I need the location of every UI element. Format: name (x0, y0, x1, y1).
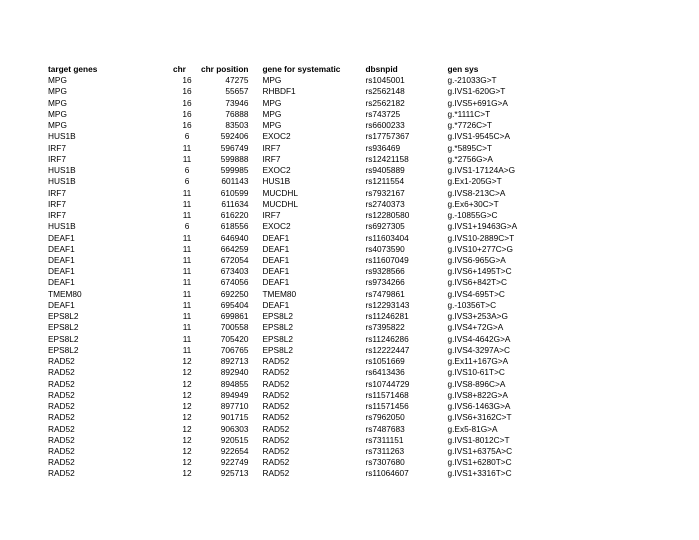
cell-chr: 11 (182, 333, 192, 344)
cell-chr: 11 (182, 344, 192, 355)
cell-spacer (248, 221, 262, 232)
cell-gen-sys: g.Ex11+167G>A (447, 356, 509, 367)
cell-chr-position: 599985 (220, 165, 249, 176)
cell-gen-sys: g.IVS10-2889C>T (447, 232, 515, 243)
cell-gene-for-systematic: DEAF1 (262, 266, 290, 277)
header-chr: chr (173, 64, 186, 74)
cell-target-gene: MPG (48, 97, 67, 108)
cell-gene-for-systematic: IRF7 (262, 153, 281, 164)
cell-gen-sys: g.Ex5-81G>A (447, 423, 498, 434)
cell-gen-sys: g.IVS1+6375A>C (447, 445, 513, 456)
cell-gene-for-systematic: MUCDHL (262, 198, 298, 209)
table-row (48, 446, 567, 457)
header-gen-sys: gen sys (447, 64, 479, 74)
cell-spacer (248, 435, 262, 446)
cell-dbsnpid: rs7487683 (365, 423, 405, 434)
cell-dbsnpid: rs2562148 (365, 86, 405, 97)
cell-target-gene: MPG (48, 75, 67, 86)
table-row (48, 176, 567, 187)
cell-gene-for-systematic: RAD52 (262, 401, 290, 412)
snp-table (48, 64, 567, 480)
cell-chr-position: 610599 (220, 187, 249, 198)
cell-target-gene: IRF7 (48, 187, 66, 198)
cell-chr: 11 (182, 198, 192, 209)
cell-dbsnpid: rs12293143 (365, 299, 410, 310)
cell-gene-for-systematic: MPG (262, 75, 282, 86)
cell-chr-position: 892940 (220, 367, 249, 378)
table-row (48, 120, 567, 131)
cell-target-gene: EPS8L2 (48, 311, 79, 322)
cell-dbsnpid: rs6600233 (365, 120, 405, 131)
cell-dbsnpid: rs11571456 (365, 401, 409, 412)
table-row (48, 131, 567, 142)
table-row (48, 86, 567, 97)
cell-chr: 6 (184, 165, 190, 176)
cell-gen-sys: g.IVS1+6280T>C (447, 457, 512, 468)
cell-spacer (248, 367, 262, 378)
cell-chr-position: 897710 (220, 401, 249, 412)
cell-target-gene: DEAF1 (48, 232, 75, 243)
cell-chr-position: 922654 (220, 445, 249, 456)
cell-spacer (248, 143, 262, 154)
cell-gen-sys: g.IVS6+842T>C (447, 277, 507, 288)
cell-gen-sys: g.IVS4-4642G>A (447, 333, 511, 344)
cell-dbsnpid: rs9734266 (365, 277, 405, 288)
cell-spacer (248, 109, 262, 120)
cell-gen-sys: g.IVS6+1495T>C (447, 266, 512, 277)
cell-chr-position: 920515 (220, 434, 249, 445)
cell-chr-position: 695404 (220, 299, 249, 310)
cell-gene-for-systematic: RAD52 (262, 412, 290, 423)
cell-chr-position: 47275 (225, 75, 249, 86)
cell-target-gene: RAD52 (48, 434, 75, 445)
table-row (48, 367, 567, 378)
cell-gen-sys: g.IVS6-965G>A (447, 254, 506, 265)
cell-gene-for-systematic: RHBDF1 (262, 86, 296, 97)
cell-target-gene: EPS8L2 (48, 344, 79, 355)
table-row (48, 468, 567, 479)
cell-gene-for-systematic: RAD52 (262, 378, 290, 389)
cell-target-gene: RAD52 (48, 389, 75, 400)
cell-chr-position: 601143 (221, 176, 249, 187)
cell-gen-sys: g.Ex6+30C>T (447, 198, 499, 209)
cell-chr-position: 922749 (220, 457, 249, 468)
cell-chr-position: 76888 (225, 108, 249, 119)
cell-chr-position: 55657 (225, 86, 249, 97)
cell-spacer (248, 277, 262, 288)
cell-gene-for-systematic: EPS8L2 (262, 311, 293, 322)
cell-target-gene: RAD52 (48, 445, 75, 456)
cell-chr: 12 (182, 356, 192, 367)
cell-target-gene: TMEM80 (48, 288, 82, 299)
table-row (48, 109, 567, 120)
cell-dbsnpid: rs1211554 (365, 176, 405, 187)
table-row (48, 435, 567, 446)
cell-chr-position: 611634 (221, 198, 249, 209)
cell-chr: 11 (182, 210, 192, 221)
cell-gene-for-systematic: DEAF1 (262, 243, 290, 254)
cell-target-gene: RAD52 (48, 367, 75, 378)
cell-dbsnpid: rs7307680 (365, 457, 405, 468)
cell-spacer (248, 244, 262, 255)
cell-spacer (248, 86, 262, 97)
cell-spacer (248, 446, 262, 457)
cell-gene-for-systematic: RAD52 (262, 367, 290, 378)
cell-gen-sys: g.IVS10+277C>G (447, 243, 513, 254)
cell-target-gene: HUS1B (48, 221, 76, 232)
table-row (48, 277, 567, 288)
cell-chr: 11 (182, 288, 192, 299)
cell-gen-sys: g.*5895C>T (447, 142, 492, 153)
cell-dbsnpid: rs1051669 (365, 356, 405, 367)
cell-gene-for-systematic: IRF7 (262, 210, 281, 221)
cell-target-gene: DEAF1 (48, 299, 75, 310)
cell-spacer (248, 199, 262, 210)
table-row (48, 379, 567, 390)
table-row (48, 266, 567, 277)
cell-target-gene: DEAF1 (48, 266, 75, 277)
cell-spacer (248, 165, 262, 176)
cell-spacer (248, 468, 262, 479)
cell-target-gene: RAD52 (48, 457, 75, 468)
cell-gen-sys: g.IVS10-61T>C (447, 367, 505, 378)
table-row (48, 255, 567, 266)
table-row (48, 345, 567, 356)
header-target-genes: target genes (48, 64, 98, 74)
table-body (48, 75, 567, 479)
cell-chr-position: 618556 (220, 221, 249, 232)
cell-dbsnpid: rs17757367 (365, 131, 410, 142)
table-row (48, 322, 567, 333)
cell-chr: 11 (182, 153, 192, 164)
cell-gene-for-systematic: DEAF1 (262, 254, 290, 265)
cell-dbsnpid: rs9405889 (365, 165, 405, 176)
cell-chr-position: 699861 (220, 311, 249, 322)
cell-gen-sys: g.*2756G>A (447, 153, 493, 164)
header-gene-for-systematic: gene for systematic (262, 64, 341, 74)
cell-gen-sys: g.IVS6+3162C>T (447, 412, 512, 423)
cell-spacer (248, 75, 262, 86)
cell-chr-position: 705420 (220, 333, 249, 344)
cell-chr-position: 894855 (220, 378, 249, 389)
table-row (48, 143, 567, 154)
cell-target-gene: RAD52 (48, 378, 75, 389)
cell-chr-position: 901715 (220, 412, 249, 423)
cell-chr: 12 (182, 378, 192, 389)
cell-spacer (248, 390, 262, 401)
cell-chr: 16 (182, 120, 192, 131)
cell-chr-position: 599888 (220, 153, 249, 164)
cell-chr: 12 (182, 457, 192, 468)
cell-gen-sys: g.IVS1-8012C>T (447, 434, 510, 445)
cell-dbsnpid: rs11603404 (365, 232, 409, 243)
table-row (48, 457, 567, 468)
cell-chr: 11 (182, 311, 192, 322)
cell-chr-position: 706765 (220, 344, 249, 355)
cell-chr: 11 (182, 277, 192, 288)
table-row (48, 98, 567, 109)
cell-gene-for-systematic: MPG (262, 120, 282, 131)
header-row (48, 64, 567, 75)
cell-dbsnpid: rs11607049 (365, 254, 409, 265)
cell-spacer (248, 401, 262, 412)
cell-chr: 16 (182, 86, 192, 97)
cell-spacer (248, 188, 262, 199)
cell-gen-sys: g.IVS6-1463G>A (447, 401, 511, 412)
cell-chr-position: 596749 (220, 142, 249, 153)
cell-spacer (248, 424, 262, 435)
table-row (48, 401, 567, 412)
cell-target-gene: RAD52 (48, 356, 75, 367)
cell-target-gene: MPG (48, 120, 67, 131)
cell-gene-for-systematic: DEAF1 (262, 232, 290, 243)
cell-dbsnpid: rs11064607 (365, 468, 409, 479)
cell-chr-position: 73946 (225, 97, 249, 108)
cell-chr: 6 (184, 176, 190, 187)
cell-chr: 11 (182, 232, 192, 243)
cell-dbsnpid: rs2740373 (365, 198, 405, 209)
cell-gene-for-systematic: RAD52 (262, 389, 290, 400)
cell-chr: 12 (182, 423, 192, 434)
cell-target-gene: EPS8L2 (48, 322, 79, 333)
cell-target-gene: MPG (48, 108, 67, 119)
cell-gen-sys: g.IVS4-3297A>C (447, 344, 510, 355)
cell-gene-for-systematic: RAD52 (262, 356, 290, 367)
cell-chr: 6 (184, 221, 190, 232)
cell-chr: 11 (182, 243, 192, 254)
cell-chr-position: 892713 (220, 356, 249, 367)
cell-gen-sys: g.IVS5+691G>A (447, 97, 508, 108)
cell-spacer (248, 311, 262, 322)
cell-target-gene: HUS1B (48, 176, 76, 187)
cell-gene-for-systematic: DEAF1 (262, 277, 290, 288)
cell-spacer (248, 345, 262, 356)
cell-gen-sys: g.IVS1-17124A>G (447, 165, 516, 176)
cell-chr: 12 (182, 367, 192, 378)
table-row (48, 210, 567, 221)
cell-spacer (248, 98, 262, 109)
cell-chr: 12 (182, 412, 192, 423)
cell-target-gene: EPS8L2 (48, 333, 79, 344)
table-row (48, 165, 567, 176)
table-row (48, 244, 567, 255)
cell-chr: 6 (184, 131, 190, 142)
table-row (48, 233, 567, 244)
cell-gen-sys: g.IVS4+72G>A (447, 322, 504, 333)
cell-chr-position: 672054 (220, 254, 249, 265)
cell-spacer (248, 154, 262, 165)
cell-spacer (248, 210, 262, 221)
cell-gene-for-systematic: TMEM80 (262, 288, 297, 299)
cell-target-gene: MPG (48, 86, 67, 97)
cell-gen-sys: g.IVS8-213C>A (447, 187, 506, 198)
cell-gene-for-systematic: RAD52 (262, 423, 290, 434)
cell-spacer (248, 131, 262, 142)
cell-gen-sys: g.IVS1-620G>T (447, 86, 506, 97)
cell-target-gene: RAD52 (48, 412, 75, 423)
cell-dbsnpid: rs7311151 (365, 434, 404, 445)
cell-chr-position: 673403 (220, 266, 249, 277)
table-row (48, 412, 567, 423)
cell-spacer (248, 255, 262, 266)
cell-dbsnpid: rs936469 (365, 142, 401, 153)
cell-gene-for-systematic: RAD52 (262, 468, 290, 479)
cell-spacer (248, 233, 262, 244)
table-row (48, 300, 567, 311)
cell-dbsnpid: rs12222447 (365, 344, 410, 355)
table-row (48, 221, 567, 232)
cell-chr-position: 83503 (225, 120, 249, 131)
cell-gen-sys: g.-21033G>T (447, 75, 497, 86)
cell-target-gene: HUS1B (48, 165, 76, 176)
cell-dbsnpid: rs7311263 (365, 445, 405, 456)
cell-gene-for-systematic: IRF7 (262, 142, 281, 153)
cell-chr: 11 (182, 322, 192, 333)
cell-gen-sys: g.IVS4-695T>C (447, 288, 505, 299)
cell-spacer (248, 356, 262, 367)
cell-gen-sys: g.IVS8+822G>A (447, 389, 508, 400)
cell-target-gene: IRF7 (48, 153, 66, 164)
cell-gene-for-systematic: EPS8L2 (262, 344, 293, 355)
cell-gene-for-systematic: EXOC2 (262, 165, 291, 176)
cell-dbsnpid: rs11571468 (365, 389, 409, 400)
cell-dbsnpid: rs9328566 (365, 266, 405, 277)
cell-dbsnpid: rs743725 (365, 108, 401, 119)
cell-chr-position: 700558 (220, 322, 249, 333)
cell-gen-sys: g.IVS3+253A>G (447, 311, 508, 322)
cell-chr-position: 674056 (220, 277, 249, 288)
cell-dbsnpid: rs12421158 (365, 153, 409, 164)
cell-chr-position: 894949 (220, 389, 249, 400)
cell-dbsnpid: rs10744729 (365, 378, 410, 389)
cell-target-gene: HUS1B (48, 131, 76, 142)
cell-chr: 16 (182, 97, 192, 108)
cell-gen-sys: g.-10855G>C (447, 210, 498, 221)
cell-dbsnpid: rs4073590 (365, 243, 405, 254)
cell-gene-for-systematic: RAD52 (262, 457, 290, 468)
cell-chr: 12 (182, 434, 192, 445)
table-row (48, 188, 567, 199)
cell-dbsnpid: rs11246281 (365, 311, 409, 322)
cell-dbsnpid: rs1045001 (365, 75, 405, 86)
cell-gene-for-systematic: EXOC2 (262, 221, 291, 232)
cell-spacer (248, 457, 262, 468)
table-row (48, 311, 567, 322)
cell-chr-position: 646940 (220, 232, 249, 243)
cell-chr-position: 616220 (220, 210, 249, 221)
cell-target-gene: DEAF1 (48, 254, 75, 265)
cell-chr: 12 (182, 445, 192, 456)
cell-gen-sys: g.IVS1-9545C>A (447, 131, 510, 142)
cell-dbsnpid: rs7962050 (365, 412, 405, 423)
cell-gene-for-systematic: EXOC2 (262, 131, 291, 142)
cell-chr: 11 (182, 187, 192, 198)
cell-spacer (248, 334, 262, 345)
table-row (48, 154, 567, 165)
cell-target-gene: DEAF1 (48, 243, 75, 254)
cell-chr-position: 664259 (220, 243, 249, 254)
cell-gene-for-systematic: RAD52 (262, 445, 290, 456)
cell-dbsnpid: rs6927305 (365, 221, 405, 232)
header-chr-position: chr position (201, 64, 249, 74)
cell-spacer (248, 120, 262, 131)
cell-spacer (248, 300, 262, 311)
cell-chr: 12 (182, 468, 192, 479)
cell-target-gene: RAD52 (48, 401, 75, 412)
cell-target-gene: RAD52 (48, 423, 75, 434)
cell-gen-sys: g.*1111C>T (447, 108, 491, 119)
table-header (48, 64, 567, 75)
cell-chr-position: 906303 (220, 423, 249, 434)
table-row (48, 356, 567, 367)
cell-dbsnpid: rs7932167 (365, 187, 405, 198)
cell-spacer (248, 289, 262, 300)
cell-spacer (248, 322, 262, 333)
cell-dbsnpid: rs11246286 (365, 333, 409, 344)
cell-gen-sys: g.IVS1+19463G>A (447, 221, 518, 232)
cell-dbsnpid: rs6413436 (365, 367, 405, 378)
cell-chr-position: 592406 (220, 131, 249, 142)
table-row (48, 424, 567, 435)
cell-gen-sys: g.-10356T>C (447, 299, 497, 310)
cell-target-gene: IRF7 (48, 142, 66, 153)
cell-gene-for-systematic: MPG (262, 108, 282, 119)
cell-chr-position: 925713 (220, 468, 249, 479)
header-spacer (248, 64, 262, 75)
cell-chr: 16 (182, 108, 192, 119)
cell-target-gene: RAD52 (48, 468, 75, 479)
cell-gene-for-systematic: EPS8L2 (262, 333, 293, 344)
cell-gene-for-systematic: RAD52 (262, 434, 290, 445)
cell-gene-for-systematic: HUS1B (262, 176, 291, 187)
cell-dbsnpid: rs7479861 (365, 288, 405, 299)
table-row (48, 390, 567, 401)
cell-gene-for-systematic: MUCDHL (262, 187, 298, 198)
cell-target-gene: IRF7 (48, 198, 66, 209)
cell-gen-sys: g.IVS8-896C>A (447, 378, 506, 389)
cell-gene-for-systematic: EPS8L2 (262, 322, 293, 333)
cell-target-gene: DEAF1 (48, 277, 75, 288)
cell-chr: 12 (182, 389, 192, 400)
cell-spacer (248, 379, 262, 390)
cell-spacer (248, 266, 262, 277)
table-row (48, 199, 567, 210)
cell-chr: 11 (182, 254, 192, 265)
cell-gen-sys: g.IVS1+3316T>C (447, 468, 512, 479)
cell-dbsnpid: rs7395822 (365, 322, 405, 333)
cell-gene-for-systematic: DEAF1 (262, 299, 290, 310)
cell-dbsnpid: rs12280580 (365, 210, 410, 221)
cell-chr: 11 (182, 142, 192, 153)
cell-gene-for-systematic: MPG (262, 97, 282, 108)
table-row (48, 289, 567, 300)
cell-chr: 11 (182, 266, 192, 277)
cell-gen-sys: g.Ex1-205G>T (447, 176, 502, 187)
table-row (48, 334, 567, 345)
cell-gen-sys: g.*7726C>T (447, 120, 492, 131)
cell-dbsnpid: rs2562182 (365, 97, 405, 108)
cell-target-gene: IRF7 (48, 210, 66, 221)
header-dbsnpid: dbsnpid (365, 64, 398, 74)
cell-spacer (248, 412, 262, 423)
cell-spacer (248, 176, 262, 187)
cell-chr: 11 (182, 299, 192, 310)
table-row (48, 75, 567, 86)
cell-chr: 12 (182, 401, 192, 412)
cell-chr: 16 (182, 75, 192, 86)
cell-chr-position: 692250 (220, 288, 249, 299)
